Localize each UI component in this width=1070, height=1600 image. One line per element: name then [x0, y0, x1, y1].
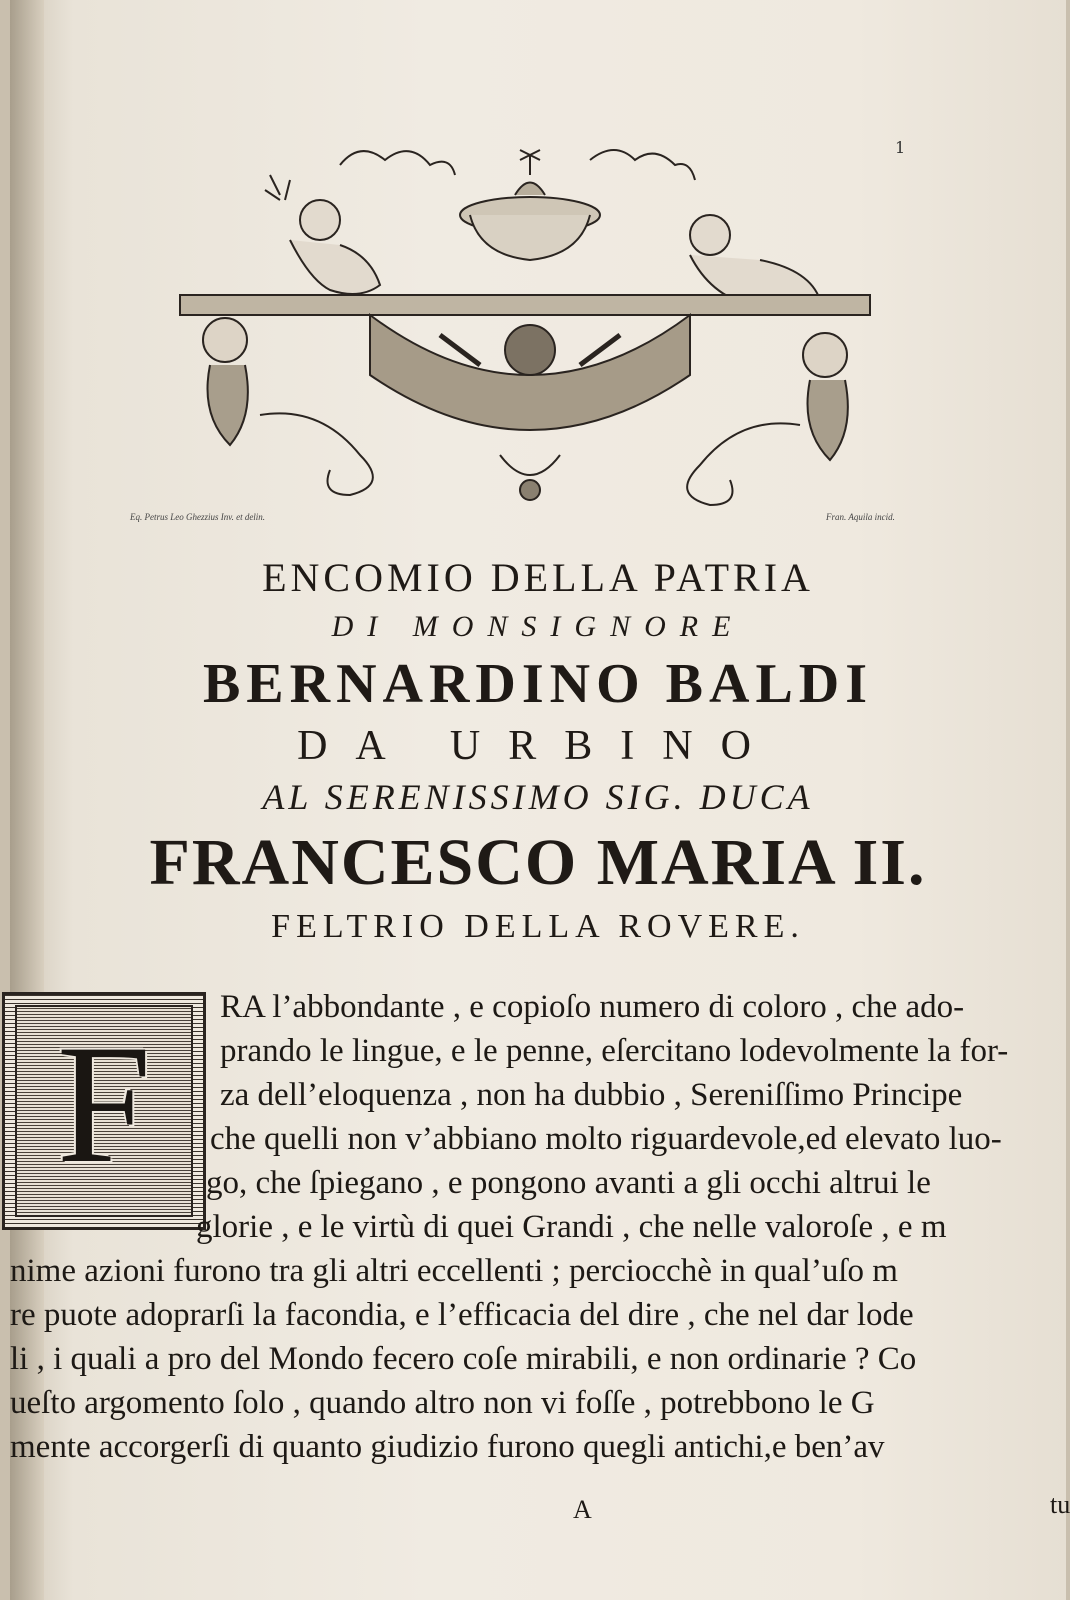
page-number: 1 [895, 138, 906, 157]
catchword: tu [1050, 1490, 1070, 1519]
body-line: che quelli non v’abbiano molto riguardevole,ed elevato luo- [210, 1121, 1002, 1157]
body-line: glorie , e le virtù di quei Grandi , che nelle valoroſe , e m [196, 1209, 947, 1245]
signature-mark: A [573, 1495, 592, 1524]
body-line: ueſto argomento ſolo , quando altro non vi foſſe , potrebbono le G [10, 1385, 875, 1421]
title-line-4: DA URBINO [297, 723, 779, 769]
engraving-credit-left: Eq. Petrus Leo Ghezzius Inv. et delin. [130, 512, 266, 522]
body-line: go, che ſpiegano , e pongono avanti a gli occhi altrui le [206, 1165, 931, 1201]
title-line-7: FELTRIO DELLA ROVERE. [271, 908, 805, 945]
title-line-6: FRANCESCO MARIA II. [149, 826, 927, 899]
title-line-1: ENCOMIO DELLA PATRIA [262, 555, 814, 600]
title-line-5: AL SERENISSIMO SIG. DUCA [262, 777, 814, 817]
body-line: re puote adoprarſi la facondia, e l’efficacia del dire , che nel dar lode [10, 1297, 914, 1333]
title-line-3: BERNARDINO BALDI [202, 653, 874, 715]
body-line: nime azioni furono tra gli altri eccellenti ; perciocchè in qual’uſo m [10, 1253, 898, 1289]
book-page [10, 0, 1070, 1600]
body-line: za dell’eloquenza , non ha dubbio , Sereniſſimo Principe [220, 1077, 963, 1113]
decorated-initial-letter: F [56, 1010, 152, 1198]
decorated-initial [2, 992, 206, 1230]
title-block [10, 550, 1066, 950]
body-line: RA l’abbondante , e copioſo numero di coloro , che ado- [220, 989, 965, 1025]
body-line: mente accorgerſi di quanto giudizio furono quegli antichi,e ben’av [10, 1429, 885, 1465]
body-line: prando le lingue, e le penne, eſercitano lodevolmente la for- [220, 1033, 1009, 1069]
title-line-2: DI MONSIGNORE [331, 610, 745, 643]
body-line: li , i quali a pro del Mondo fecero coſe mirabili, e non ordinarie ? Co [10, 1341, 917, 1377]
engraved-vignette-image [170, 135, 890, 525]
engraving-credit-right: Fran. Aquila incid. [826, 512, 895, 522]
